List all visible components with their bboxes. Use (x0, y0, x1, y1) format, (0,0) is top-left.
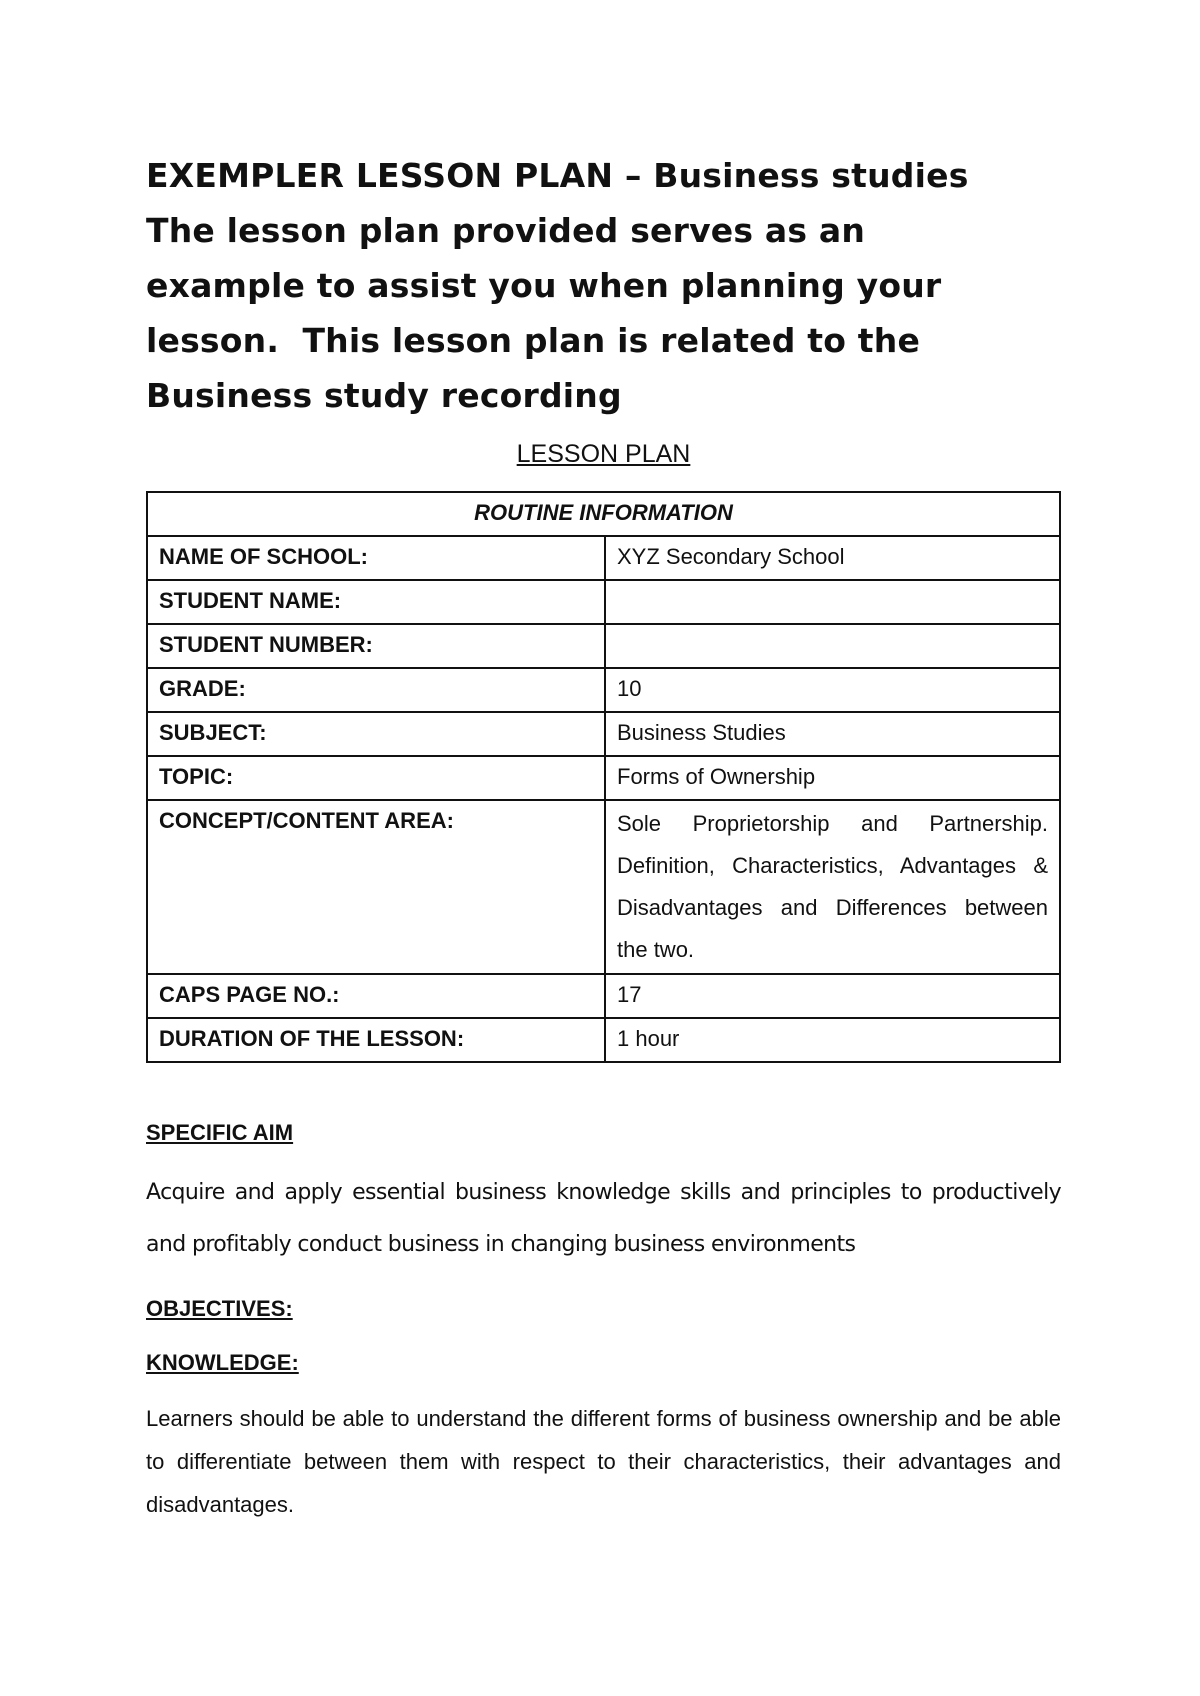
knowledge-text: Learners should be able to understand the different forms of business ownership and be able to differentiate between them with respect to their characteristics, their advantages and disadvantages. (146, 1406, 1061, 1517)
table-row (147, 712, 1060, 756)
row-value (605, 624, 1060, 668)
table-row (147, 624, 1060, 668)
row-value: 1 hour (605, 1018, 1060, 1062)
knowledge-heading: KNOWLEDGE: (146, 1350, 299, 1375)
specific-aim-heading: SPECIFIC AIM (146, 1120, 294, 1145)
specific-aim-text: Acquire and apply essential business knowledge skills and principles to productively and profitably conduct business in changing business environments (146, 1180, 1061, 1257)
row-label: CONCEPT/CONTENT AREA: (147, 800, 605, 974)
row-value (605, 580, 1060, 624)
title-line: lesson. This lesson plan is related to the (146, 321, 921, 360)
objectives-heading: OBJECTIVES: (146, 1296, 293, 1321)
title-line: The lesson plan provided serves as an (146, 211, 866, 250)
row-label: STUDENT NUMBER: (147, 624, 605, 668)
row-label: GRADE: (147, 668, 605, 712)
row-label: TOPIC: (147, 756, 605, 800)
table-row (147, 580, 1060, 624)
table-row (147, 1018, 1060, 1062)
row-value: Business Studies (605, 712, 1060, 756)
lesson-plan-heading: LESSON PLAN (516, 440, 691, 468)
row-label: NAME OF SCHOOL: (147, 536, 605, 580)
row-value: 10 (605, 668, 1060, 712)
table-header: ROUTINE INFORMATION (147, 492, 1060, 536)
table-row (147, 756, 1060, 800)
title-line: example to assist you when planning your (146, 266, 942, 305)
table-row (147, 974, 1060, 1018)
row-value: Forms of Ownership (605, 756, 1060, 800)
title-line: EXEMPLER LESSON PLAN – Business studies (146, 156, 969, 195)
row-value: 17 (605, 974, 1060, 1018)
title-line: Business study recording (146, 376, 622, 415)
row-value: XYZ Secondary School (605, 536, 1060, 580)
row-label: DURATION OF THE LESSON: (147, 1018, 605, 1062)
document-page (146, 148, 1061, 1526)
row-label: CAPS PAGE NO.: (147, 974, 605, 1018)
row-label: STUDENT NAME: (147, 580, 605, 624)
row-value: Sole Proprietorship and Partnership. Definition, Characteristics, Advantages & Disadvantages and Differences between the two. (605, 800, 1060, 974)
table-row (147, 536, 1060, 580)
document-title (146, 148, 1061, 423)
table-row (147, 668, 1060, 712)
table-header-row (147, 492, 1060, 536)
routine-information-table (146, 491, 1061, 1063)
table-row (147, 800, 1060, 974)
row-label: SUBJECT: (147, 712, 605, 756)
